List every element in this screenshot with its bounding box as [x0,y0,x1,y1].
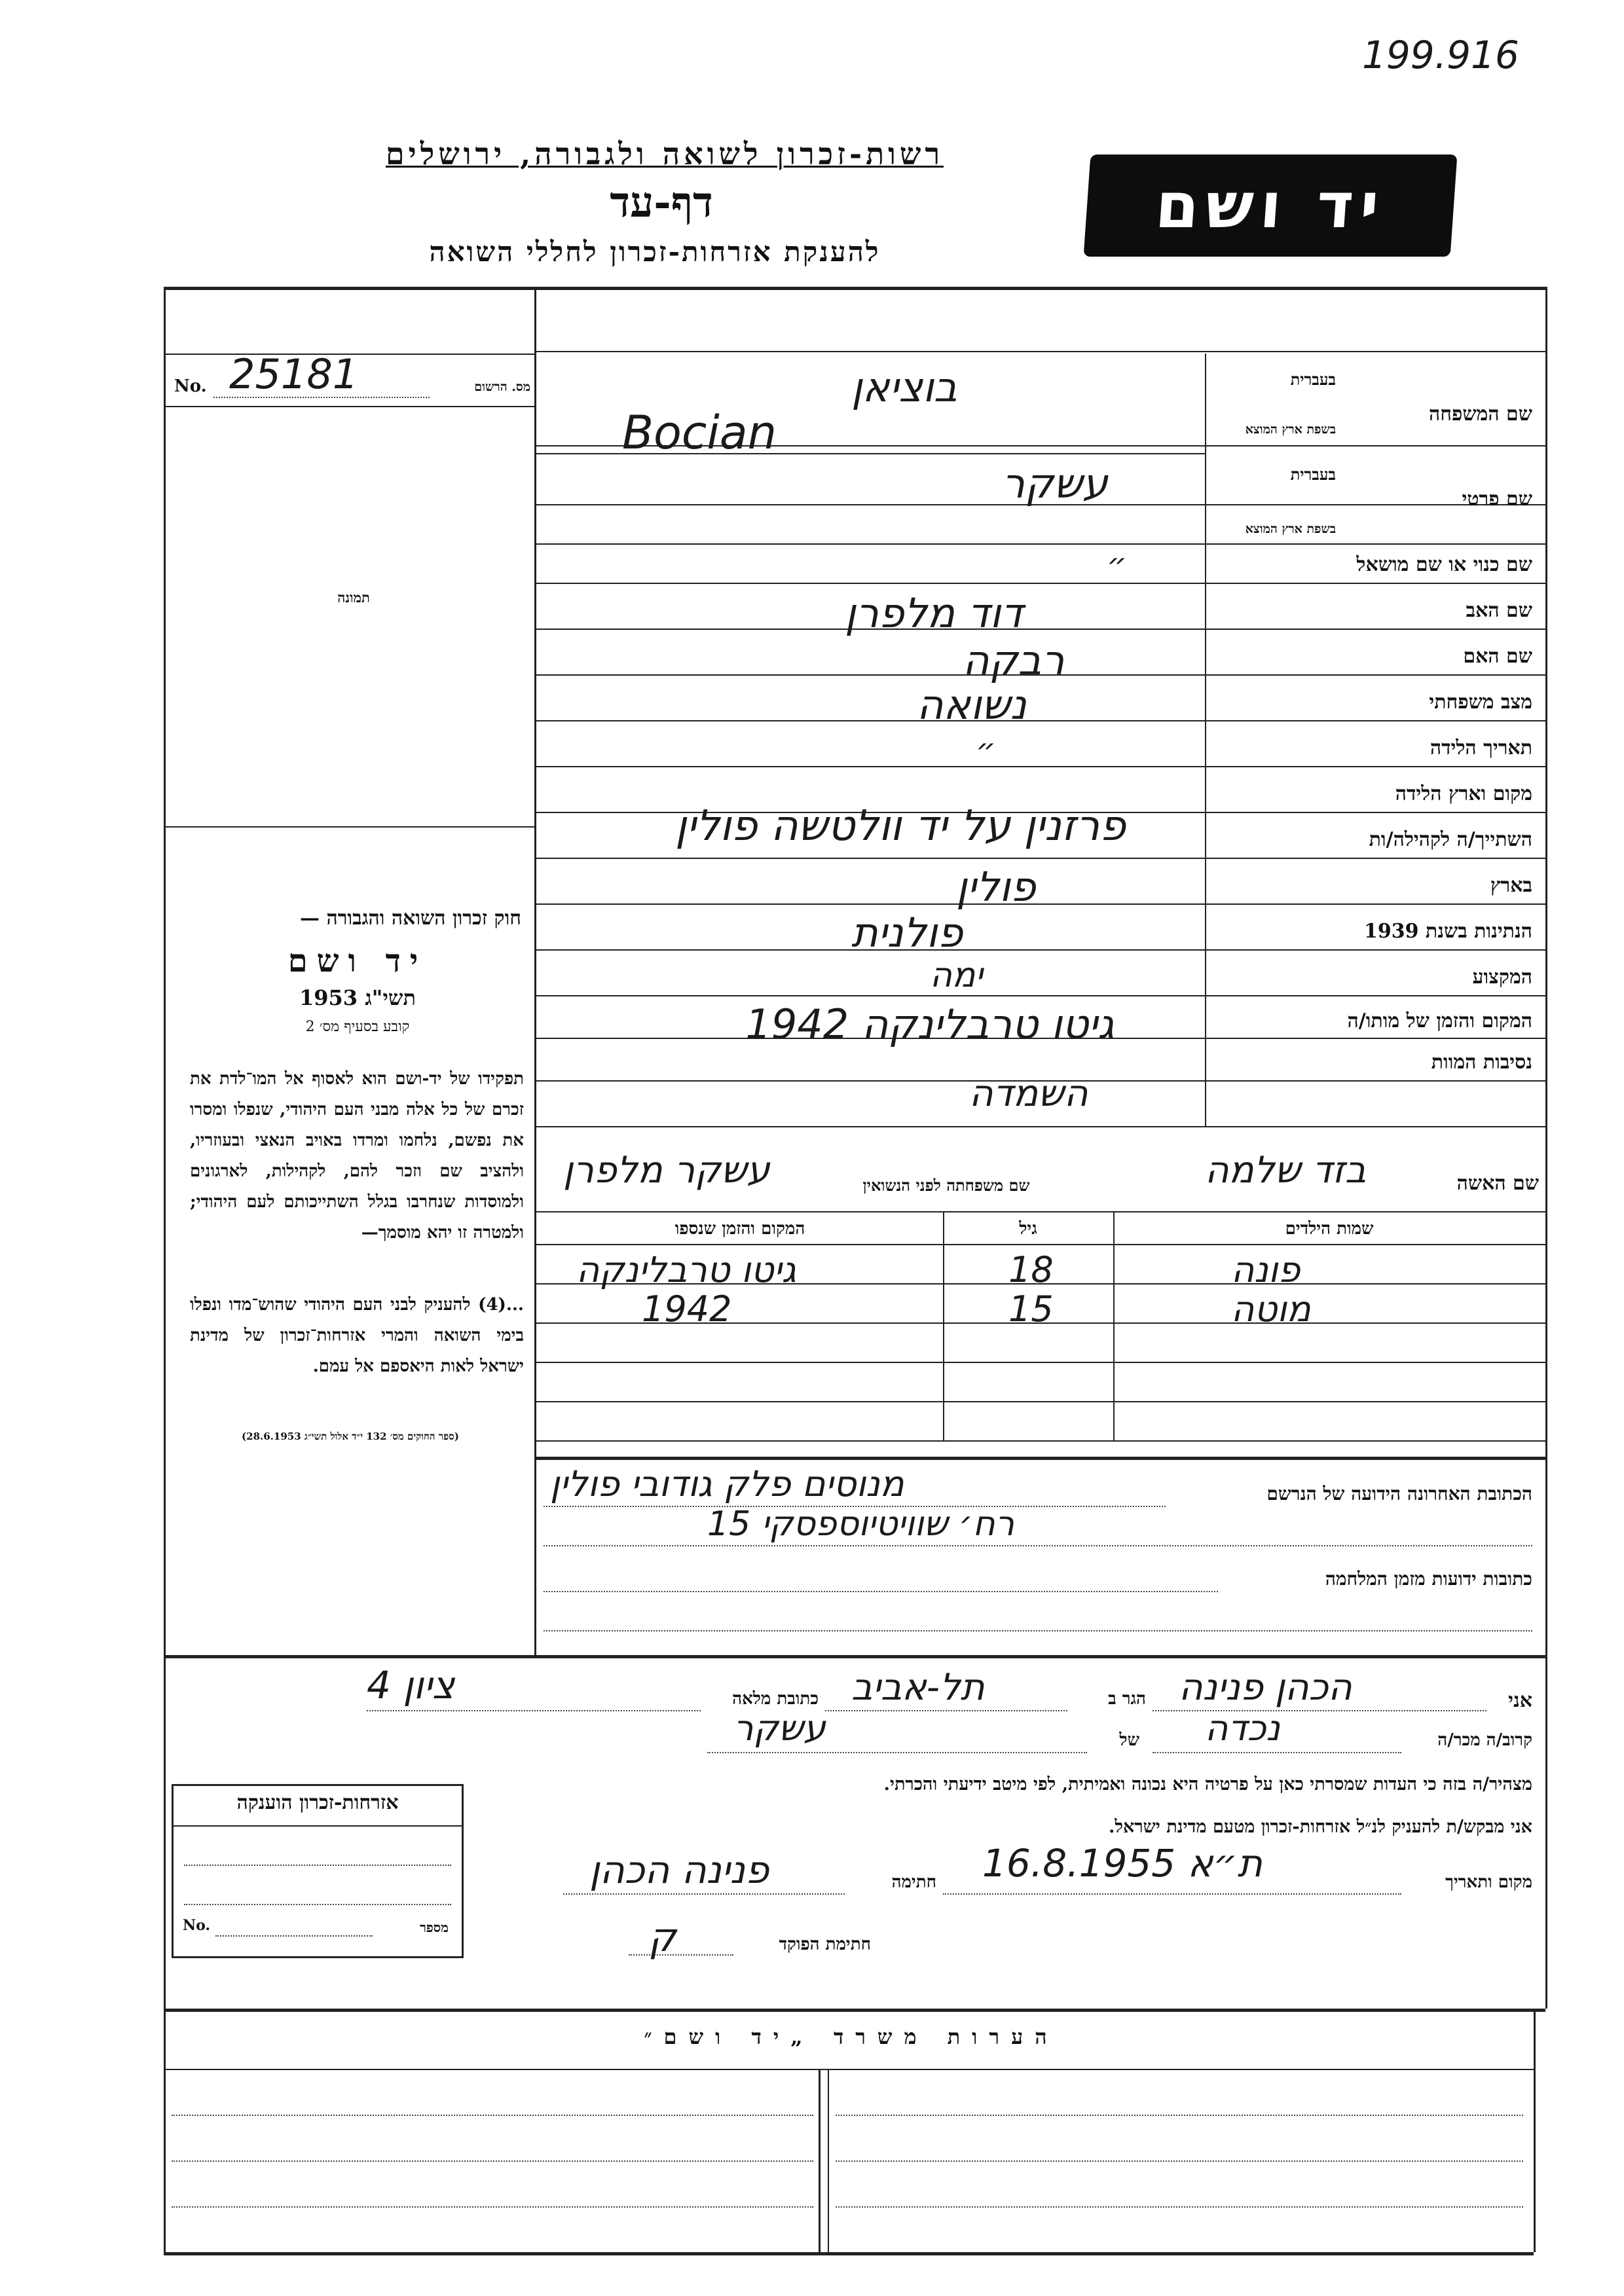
death-cause-label: נסיבות המוות [1431,1051,1532,1074]
community-label: השתייך/ה לקהילה/ות [1369,828,1532,851]
of-value: עשקר [733,1707,826,1749]
surname-label: שם המשפחה [1428,403,1532,426]
child-1-age: 18 [1008,1249,1054,1290]
registration-no-value: 25181 [229,350,359,398]
declarant-city: תל-אביב [851,1666,985,1709]
signature-value: פנינה הכהן [589,1848,769,1892]
of-label: של [1119,1730,1139,1750]
given-heb-label: בעברית [1290,465,1336,484]
spouse-maiden-label: שם משפחתה לפני הנשואין [862,1176,1030,1195]
given-name-label: שם פרטי [1462,488,1532,511]
law-title: חוק זכרון השואה והגבורה — [300,907,521,930]
surname-origin-value: Bocian [622,406,777,460]
child-2-age: 15 [1008,1288,1054,1330]
citizenship-box-no-label: No. [183,1917,211,1934]
law-paragraph-1: תפקידו של יד-ושם הוא לאסוף אל המו־לדת את זכרם של כל אלה מבני העם היהודי, שנפלו ומסרו את נפשם, נלחמו ומרדו באויב הנאצי ובעוזריו, ולהציב שם וזכר להם, לקהילות, לארגונים ולמוסדות שנחרבו בגלל השתייכותם לעם היהודי; ולמטרה זו יהא מוסמך— [190,1069,524,1243]
office-notes-title: הערות משרד „יד ושם״ [644,2024,1059,2049]
marital-value: נשואה [917,681,1027,729]
form-title: דף-עד [610,178,713,227]
nickname-label: שם כנוי או שם מושאל [1356,553,1532,576]
law-citation: (ספר החוקים מס׳ 132 י״ד אלול תשי״ג 28.6.1953) [242,1430,459,1442]
surname-heb-label: בעברית [1290,370,1336,389]
child-1-name: פונה [1231,1249,1301,1290]
nickname-value: ״ [1107,547,1127,583]
profession-label: המקצוע [1472,966,1532,989]
child-2-place: 1942 [642,1288,732,1330]
citizenship-granted-box [172,1784,464,1958]
children-names-header: שמות הילדים [1285,1219,1374,1239]
photo-label: תמונה [337,589,370,606]
last-address-value-2: רח׳ שוויטיוספסקי 15 [707,1504,1014,1544]
children-age-header: גיל [1019,1219,1037,1239]
place-date-label: מקום ותאריך [1445,1872,1532,1892]
father-value: דוד מלפרן [845,589,1024,637]
wartime-address-label: כתובות ידועות מזמן המלחמה [1325,1568,1532,1590]
surname-heb-value: בוציאן [851,363,957,411]
community-value: פרזנין על יד וולטשה פולין [674,802,1126,850]
birthdate-value: ״ [976,732,996,769]
place-date-value: ת״א 16.8.1955 [982,1841,1263,1886]
law-year: תשי"ג 1953 [299,985,416,1010]
spouse-maiden-value: עשקר מלפרן [563,1149,770,1192]
spouse-value: בזד שלמה [1205,1149,1367,1192]
spouse-label: שם האשה [1456,1172,1539,1195]
mother-label: שם האם [1463,645,1532,668]
relation-label: קרוב/ה מכר/ה [1437,1730,1532,1750]
declaration-request: אני מבקש/ת להעניק לנ״ל אזרחות-זכרון מטעם מדינת ישראל. [1109,1817,1532,1837]
signature-label: חתימה [891,1872,936,1892]
officer-signature-value: ק [648,1915,676,1961]
form-subtitle: להענקת אזרחות-זכרון לחללי השואה [429,236,881,268]
children-place-header: המקום והזמן שנספו [674,1219,805,1239]
death-cause-value: השמדה [969,1072,1088,1115]
country-value: פולין [956,863,1036,911]
declaration-statement: מצהיר/ה בזה כי העדות שמסרתי כאן על פרטיה היא נכונה ואמיתית, לפי מיטב ידיעתי והכרתי. [883,1774,1532,1795]
yad-vashem-logo [1084,155,1458,257]
nationality-label: הנתינות בשנת 1939 [1363,920,1532,943]
country-label: בארץ [1490,874,1532,897]
last-address-value: מנוסים פלק גודובי פולין [550,1463,904,1504]
citizenship-box-number-label: מספר [420,1920,449,1935]
child-2-name: מוטה [1231,1288,1311,1330]
birthdate-label: תאריך הלידה [1430,737,1532,759]
nationality-value: פולנית [851,909,963,957]
registration-no-heb-label: מס. הרשום [474,380,530,394]
declarant-name: הכהן פנינה [1179,1666,1352,1709]
law-paragraph-2: ...(4) להעניק לבני העם היהודי שהוש־מדו ונפלו בימי השואה והמרי אזרחות־זכרון של מדינת ישראל לאות היאספם אל עמם. [190,1295,524,1376]
mother-value: רבקה [963,636,1065,684]
declarant-i-label: אני [1508,1689,1532,1712]
registration-no-label: No. [174,376,207,396]
given-origin-label: בשפת ארץ המוצא [1245,522,1336,536]
death-place-label: המקום והזמן של מותו/ה [1347,1010,1532,1032]
last-address-label: הכתובת האחרונה הידועה של הנרשם [1266,1483,1532,1504]
surname-origin-label: בשפת ארץ המוצא [1245,422,1336,437]
declarant-full-address-label: כתובת מלאה [732,1689,819,1709]
given-heb-value: עשקר [1002,460,1108,507]
authority-title: רשות-זכרון לשואה ולגבורה, ירושלים [385,136,944,172]
officer-signature-label: חתימת הפוקד [779,1935,871,1954]
citizenship-box-title: אזרחות-זכרון הוענקה [236,1791,399,1814]
father-label: שם האב [1466,599,1532,622]
relation-value: נכדה [1205,1707,1280,1749]
declarant-full-address: ציון 4 [367,1663,455,1707]
archive-number: 199.916 [1362,33,1519,77]
law-name: יד ושם [287,943,428,979]
declarant-lives-label: הגר ב [1108,1689,1146,1709]
child-1-place: גיטו טרבלינקה [576,1249,796,1290]
logo-text: יד ושם [1153,169,1388,242]
law-clause-ref: קובע בסעיף מס׳ 2 [305,1019,410,1035]
birthplace-label: מקום וארץ הלידה [1395,782,1532,805]
death-place-value: גיטו טרבלינקה 1942 [745,1000,1115,1048]
profession-value: ימה [930,956,983,995]
marital-label: מצב משפחתי [1429,691,1532,714]
